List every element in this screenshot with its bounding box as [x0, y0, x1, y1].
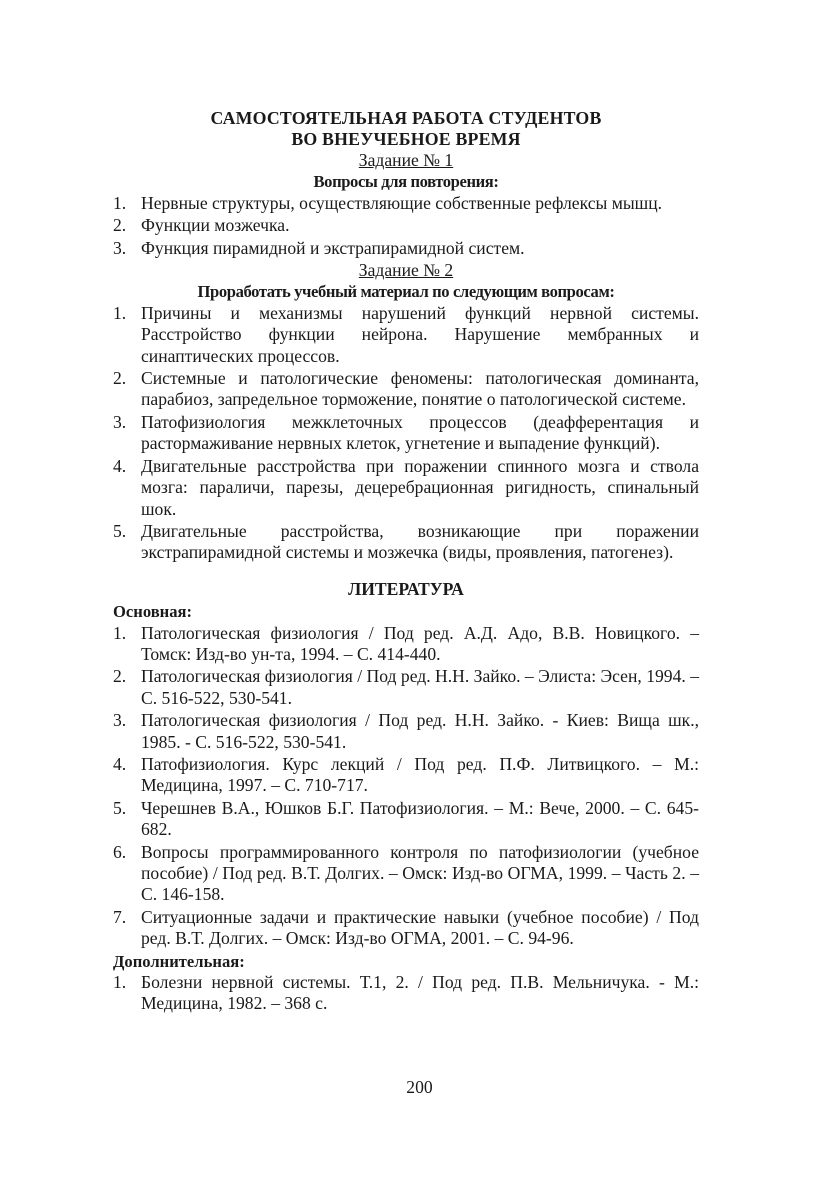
item-number: 2. [113, 215, 127, 236]
item-number: 3. [113, 237, 127, 258]
list-item [113, 842, 699, 906]
item-number: 5. [113, 520, 127, 541]
list-item [113, 193, 699, 214]
task1-title: Задание № 1 [358, 150, 454, 170]
item-text: Функции мозжечка. [141, 215, 290, 236]
item-number: 1. [113, 192, 127, 213]
item-text: Системные и патологические феномены: патологическая доминанта, парабиоз, запредельное торможение, понятие о патологической системе. [141, 368, 699, 410]
task1-subtitle: Вопросы для повторения: [313, 172, 499, 192]
list-item [113, 412, 699, 455]
list-item [113, 303, 699, 367]
item-number: 1. [113, 972, 127, 993]
item-text: Двигательные расстройства, возникающие при поражении экстрапирамидной системы и мозжечка (виды, проявления, патогенез). [141, 520, 699, 563]
list-item [113, 710, 699, 753]
literature-title: ЛИТЕРАТУРА [348, 578, 464, 599]
literature-main-list [113, 623, 699, 950]
literature-main-label: Основная: [113, 602, 193, 622]
page-title-line-2: ВО ВНЕУЧЕБНОЕ ВРЕМЯ [291, 129, 521, 149]
item-text: Патофизиология межклеточных процессов (деафферентация и растормаживание нервных клеток, угнетение и выпадение функций). [141, 411, 699, 454]
item-number: 3. [113, 710, 127, 731]
list-item [113, 972, 699, 1015]
page-number: 200 [406, 1077, 433, 1097]
item-text: Патологическая физиология / Под ред. Н.Н. Зайко. - Киев: Вища шк., 1985. - С. 516-522, 530-541. [141, 710, 699, 752]
item-number: 3. [113, 411, 127, 432]
item-number: 5. [113, 797, 127, 818]
list-item [113, 623, 699, 666]
task2-heading [113, 260, 699, 281]
task2-subtitle: Проработать учебный материал по следующим вопросам: [197, 282, 615, 302]
list-item [113, 754, 699, 797]
item-text: Вопросы программированного контроля по патофизиологии (учебное пособие) / Под ред. В.Т. Долгих. – Омск: Изд-во ОГМА, 1999. – Часть 2. – С. 146-158. [141, 841, 699, 905]
item-text: Болезни нервной системы. Т.1, 2. / Под ред. П.В. Мельничука. - М.: Медицина, 1982. – 368 с. [141, 972, 699, 1014]
item-text: Черешнев В.А., Юшков Б.Г. Патофизиология. – М.: Вече, 2000. – С. 645-682. [141, 797, 699, 840]
item-text: Патологическая физиология / Под ред. А.Д. Адо, В.В. Новицкого. – Томск: Изд-во ун-та, 1994. – С. 414-440. [141, 622, 699, 664]
item-number: 4. [113, 455, 127, 476]
item-text: Нервные структуры, осуществляющие собственные рефлексы мышц. [141, 192, 663, 213]
page-title-line-1: САМОСТОЯТЕЛЬНАЯ РАБОТА СТУДЕНТОВ [210, 108, 602, 128]
item-number: 2. [113, 666, 127, 687]
list-item [113, 798, 699, 841]
list-item [113, 215, 699, 236]
item-number: 1. [113, 302, 127, 323]
task1-heading [113, 150, 699, 171]
list-item [113, 456, 699, 520]
literature-extra-label: Дополнительная: [113, 951, 245, 971]
item-text: Патологическая физиология / Под ред. Н.Н. Зайко. – Элиста: Эсен, 1994. – С. 516-522, 530-541. [141, 666, 699, 708]
task2-title: Задание № 2 [358, 260, 454, 281]
item-number: 4. [113, 753, 127, 774]
item-text: Двигательные расстройства при поражении спинного мозга и ствола мозга: параличи, парезы, децеребрационная ригидность, спинальный шок. [141, 455, 699, 519]
page-content [113, 108, 699, 1016]
item-text: Ситуационные задачи и практические навыки (учебное пособие) / Под ред. В.Т. Долгих. – Омск: Изд-во ОГМА, 2001. – С. 94-96. [141, 906, 699, 949]
list-item [113, 666, 699, 709]
task2-list [113, 303, 699, 564]
task1-list [113, 193, 699, 259]
item-number: 6. [113, 841, 127, 862]
item-number: 1. [113, 622, 127, 643]
list-item [113, 368, 699, 411]
item-number: 7. [113, 906, 127, 927]
item-text: Функция пирамидной и экстрапирамидной систем. [141, 237, 525, 258]
list-item [113, 238, 699, 259]
item-text: Причины и механизмы нарушений функций нервной системы. Расстройство функции нейрона. Нарушение мембранных и синаптических процессов. [141, 302, 699, 366]
list-item [113, 907, 699, 950]
item-number: 2. [113, 368, 127, 389]
item-text: Патофизиология. Курс лекций / Под ред. П.Ф. Литвицкого. – М.: Медицина, 1997. – С. 710-717. [141, 753, 699, 796]
literature-extra-list [113, 972, 699, 1015]
list-item [113, 521, 699, 564]
